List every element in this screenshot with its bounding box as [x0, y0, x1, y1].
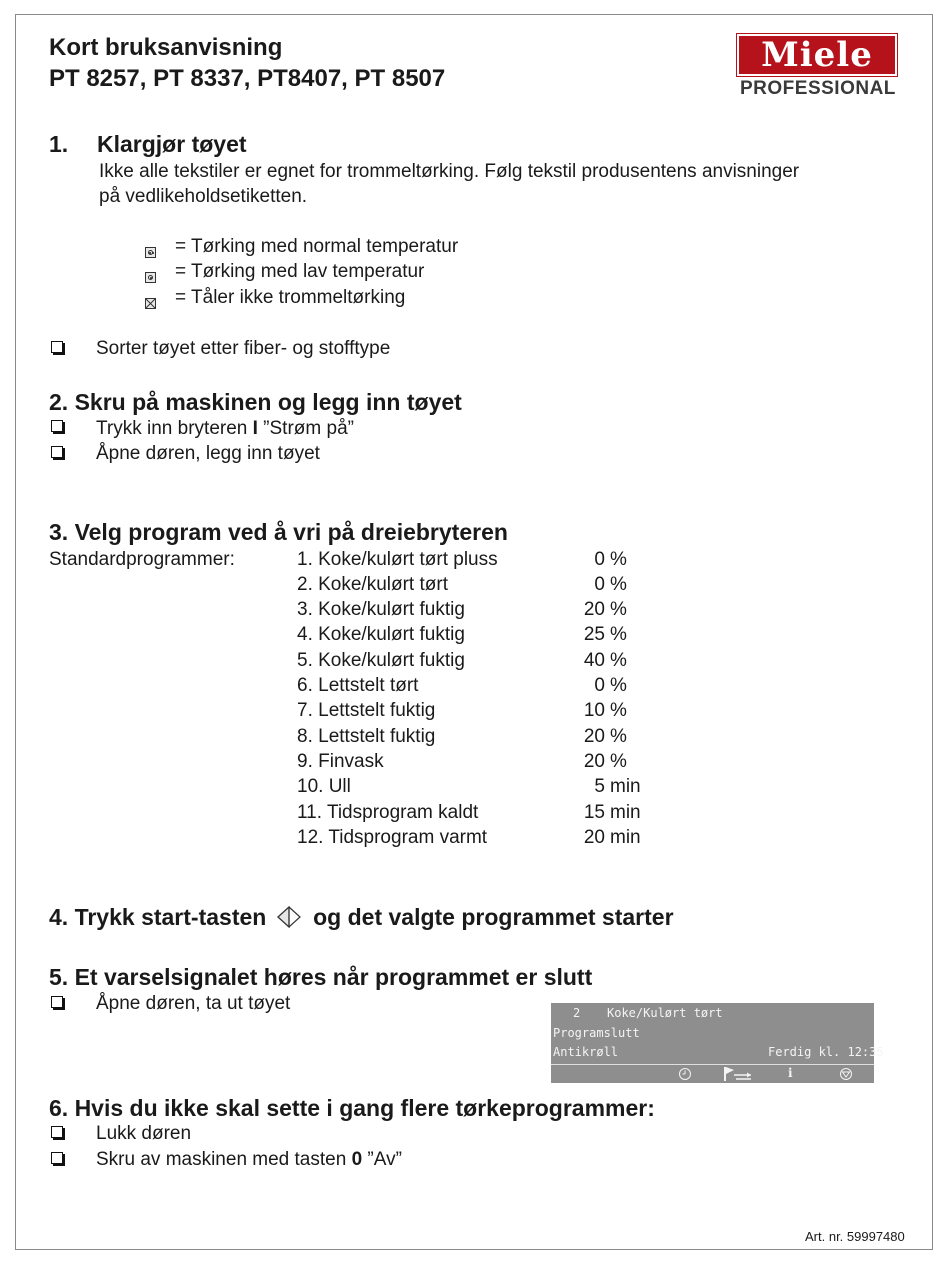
dryer-display-screen [551, 1003, 884, 1083]
program-row: 12. Tidsprogram varmt 20 min [297, 827, 641, 848]
program-row: 9. Finvask 20 % [297, 751, 627, 772]
section-1-number: 1. [49, 131, 69, 157]
checklist-item: Skru av maskinen med tasten 0 ”Av” [96, 1149, 402, 1170]
checklist-item: Åpne døren, ta ut tøyet [96, 993, 291, 1014]
display-divider [551, 1064, 874, 1065]
program-row: 6. Lettstelt tørt 0 % [297, 675, 627, 696]
start-button-icon [277, 906, 301, 928]
care-symbol-text: = Tørking med normal temperatur [175, 236, 459, 257]
display-program-name: Koke/Kulørt tørt [607, 1006, 723, 1020]
checkbox-icon [51, 446, 63, 458]
section-3-title: 3. Velg program ved å vri på dreiebryteren [49, 519, 508, 545]
section-1-paragraph-line-2: på vedlikeholdsetiketten. [99, 186, 308, 207]
checklist-item: Lukk døren [96, 1123, 192, 1144]
display-program-number: 2 [573, 1006, 581, 1020]
flag-icon [723, 1066, 753, 1082]
program-row: 8. Lettstelt fuktig 20 % [297, 726, 627, 747]
section-6-title: 6. Hvis du ikke skal sette i gang flere tørkeprogrammer: [49, 1095, 655, 1121]
program-row: 7. Lettstelt fuktig 10 % [297, 700, 627, 721]
checkbox-icon [51, 996, 63, 1008]
checklist-item: Sorter tøyet etter fiber- og stofftype [96, 338, 391, 359]
checkbox-icon [51, 341, 63, 353]
care-symbol-text: = Tåler ikke trommeltørking [175, 287, 406, 308]
program-row: 10. Ull 5 min [297, 776, 641, 797]
article-number: Art. nr. 59997480 [805, 1229, 905, 1244]
do-not-tumble-dry-icon [145, 298, 156, 309]
section-1-title: Klargjør tøyet [97, 131, 247, 157]
program-row: 11. Tidsprogram kaldt 15 min [297, 802, 641, 823]
tumble-dry-low-icon [145, 272, 156, 283]
program-row: 4. Koke/kulørt fuktig 25 % [297, 624, 627, 645]
tumble-dry-normal-icon [145, 247, 156, 258]
miele-logo: Miele [739, 36, 895, 74]
program-row: 3. Koke/kulørt fuktig 20 % [297, 599, 627, 620]
logo-subtitle: PROFESSIONAL [740, 78, 896, 99]
checklist-item: Åpne døren, legg inn tøyet [96, 443, 320, 464]
display-finish-time: Ferdig kl. 12:35 [768, 1045, 884, 1059]
care-symbol-text: = Tørking med lav temperatur [175, 261, 425, 282]
info-icon: i [788, 1066, 793, 1080]
program-row: 2. Koke/kulørt tørt 0 % [297, 574, 627, 595]
section-2-title: 2. Skru på maskinen og legg inn tøyet [49, 389, 462, 415]
dryer-icon [839, 1067, 853, 1081]
checkbox-icon [51, 1152, 63, 1164]
checkbox-icon [51, 1126, 63, 1138]
section-5-title: 5. Et varselsignalet høres når programmet er slutt [49, 964, 593, 990]
standard-programs-label: Standardprogrammer: [49, 549, 235, 570]
display-anticrease: Antikrøll [553, 1045, 619, 1059]
section-4-title: 4. Trykk start-tasten og det valgte programmet starter [49, 904, 674, 930]
section-1-paragraph-line-1: Ikke alle tekstiler er egnet for trommeltørking. Følg tekstil produsentens anvisninger [99, 161, 800, 182]
program-row: 1. Koke/kulørt tørt pluss 0 % [297, 549, 627, 570]
document-title: Kort bruksanvisning [49, 34, 283, 61]
display-status: Programslutt [553, 1026, 640, 1040]
program-row: 5. Koke/kulørt fuktig 40 % [297, 650, 627, 671]
clock-icon [678, 1067, 692, 1081]
checkbox-icon [51, 420, 63, 432]
model-list: PT 8257, PT 8337, PT8407, PT 8507 [49, 65, 446, 92]
checklist-item: Trykk inn bryteren I ”Strøm på” [96, 418, 354, 439]
